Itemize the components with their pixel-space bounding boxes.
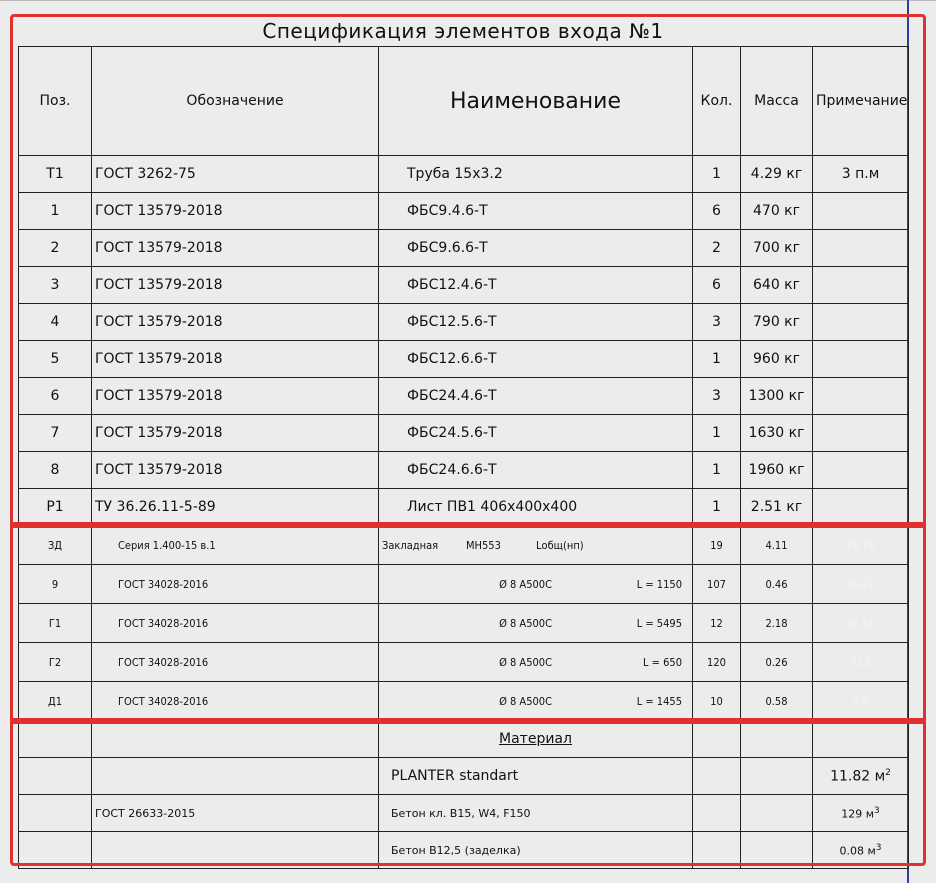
cell-name: ФБС9.6.6-Т [379,230,693,267]
specification-table [18,46,909,869]
cell-designation: ГОСТ 3262-75 [92,156,379,193]
cell-note: 11.82 $м^2$ [813,758,909,795]
name-part-length: L = 1455 [636,694,682,708]
cell-pos: ЗД [19,526,92,565]
cell-note: 3 п.м [813,156,909,193]
cell-pos: Г1 [19,604,92,643]
cell-pos: 1 [19,193,92,230]
cell-qty: 6 [693,267,741,304]
cell-mass: 960 кг [741,341,813,378]
cell-qty: 1 [693,452,741,489]
cell-mass: 0.58 [741,682,813,721]
cell-designation: ГОСТ 13579-2018 [92,230,379,267]
cell-pos: 4 [19,304,92,341]
cell-mass: 1630 кг [741,415,813,452]
name-part-type: Закладная [382,538,439,552]
cell-designation: ГОСТ 34028-2016 [92,643,379,682]
cell-qty: 3 [693,304,741,341]
cell-name: ФБС24.5.6-Т [379,415,693,452]
table-row [19,682,909,721]
cell-name: ФБС12.6.6-Т [379,341,693,378]
cell-pos: Т1 [19,156,92,193]
cell-name: ФБС12.5.6-Т [379,304,693,341]
name-part-diameter: Ø 8 А500С [499,616,552,630]
name-part-length: L = 650 [643,655,682,669]
frame-top-line [0,0,936,1]
table-row [19,565,909,604]
table-row [19,604,909,643]
name-part-mark: МН553 [466,538,501,552]
name-part-length: L = 5495 [636,616,682,630]
cell-qty: 120 [693,643,741,682]
cell-designation: ГОСТ 13579-2018 [92,267,379,304]
cell-mass: 2.18 [741,604,813,643]
table-row [19,758,909,795]
cell-designation: ГОСТ 13579-2018 [92,193,379,230]
cell-qty: 10 [693,682,741,721]
table-row [19,832,909,869]
cell-designation: Серия 1.400-15 в.1 [92,526,379,565]
cell-pos: 7 [19,415,92,452]
cell-note: 0.08 $м^3$ [813,832,909,869]
table-row [19,643,909,682]
header-designation: Обозначение [92,47,379,156]
cell-name: ФБС9.4.6-Т [379,193,693,230]
cell-note [813,489,909,526]
name-part-diameter: Ø 8 А500С [499,694,552,708]
name-part-length: L = 1150 [636,577,682,591]
cell-designation: ГОСТ 13579-2018 [92,341,379,378]
cell-name [379,565,693,604]
cell-qty: 1 [693,489,741,526]
table-row [19,267,909,304]
cell-pos: 5 [19,341,92,378]
table-row [19,526,909,565]
header-note: Примечание [813,47,909,156]
cell-pos: Д1 [19,682,92,721]
cell-designation [92,758,379,795]
cell-designation: ГОСТ 34028-2016 [92,604,379,643]
cell-pos: 8 [19,452,92,489]
cell-mass: 4.29 кг [741,156,813,193]
cell-designation: ТУ 36.26.11-5-89 [92,489,379,526]
cell-name: Труба 15х3.2 [379,156,693,193]
cell-note [813,378,909,415]
cell-note [813,341,909,378]
cell-pos: 3 [19,267,92,304]
cell-qty: 3 [693,378,741,415]
cell-pos: Р1 [19,489,92,526]
cell-name: Бетон кл. В15, W4, F150 [379,795,693,832]
cell-name [379,643,693,682]
cell-designation: ГОСТ 13579-2018 [92,304,379,341]
cell-mass: 0.26 [741,643,813,682]
cell-note: 26.16 [813,604,909,643]
cell-designation: ГОСТ 13579-2018 [92,452,379,489]
cell-mass: 4.11 [741,526,813,565]
cell-name: Бетон В12,5 (заделка) [379,832,693,869]
cell-qty: 12 [693,604,741,643]
cell-designation: ГОСТ 26633-2015 [92,795,379,832]
table-row [19,489,909,526]
cell-name: ФБС24.6.6-Т [379,452,693,489]
cell-qty: 1 [693,341,741,378]
cell-qty: 1 [693,415,741,452]
header-mass: Масса [741,47,813,156]
cell-designation: ГОСТ 34028-2016 [92,682,379,721]
cell-note: 129 $м^3$ [813,795,909,832]
cell-mass: 0.46 [741,565,813,604]
table-row [19,193,909,230]
cell-note [813,415,909,452]
cell-note: 31.2 [813,643,909,682]
cell-note: 49.22 [813,565,909,604]
cell-name: Лист ПВ1 406х400х400 [379,489,693,526]
cell-qty: 1 [693,156,741,193]
table-row [19,378,909,415]
cell-mass: 790 кг [741,304,813,341]
cell-note [813,230,909,267]
name-part-diameter: Ø 8 А500С [499,577,552,591]
cell-mass: 1300 кг [741,378,813,415]
cell-note: 5.8 [813,682,909,721]
material-heading-row [19,721,909,758]
cell-mass: 2.51 кг [741,489,813,526]
cell-mass: 1960 кг [741,452,813,489]
cell-name: PLANTER standart [379,758,693,795]
table-row [19,230,909,267]
cell-name: ФБС12.4.6-Т [379,267,693,304]
cell-name [379,604,693,643]
name-part-length: Lобщ(нп) [536,538,584,552]
cell-note [813,452,909,489]
cell-note: 79.78 [813,526,909,565]
cell-name [379,526,693,565]
table-row [19,341,909,378]
table-row [19,795,909,832]
cell-designation: ГОСТ 13579-2018 [92,378,379,415]
spec-title: Спецификация элементов входа №1 [18,16,908,47]
cell-name [379,682,693,721]
table-row [19,304,909,341]
header-row [19,47,909,156]
cell-qty: 19 [693,526,741,565]
cell-mass: 640 кг [741,267,813,304]
cell-pos: 9 [19,565,92,604]
header-pos: Поз. [19,47,92,156]
header-name: Наименование [379,47,693,156]
cell-pos: 6 [19,378,92,415]
cell-note [813,193,909,230]
cell-pos: 2 [19,230,92,267]
cell-designation: ГОСТ 34028-2016 [92,565,379,604]
cell-designation: ГОСТ 13579-2018 [92,415,379,452]
table-row [19,452,909,489]
header-qty: Кол. [693,47,741,156]
cell-designation [92,832,379,869]
table-row [19,415,909,452]
cell-mass: 470 кг [741,193,813,230]
cell-note [813,267,909,304]
material-heading: Материал [499,731,572,747]
cell-qty: 6 [693,193,741,230]
cell-note [813,304,909,341]
name-part-diameter: Ø 8 А500С [499,655,552,669]
cell-mass: 700 кг [741,230,813,267]
cell-name: ФБС24.4.6-Т [379,378,693,415]
table-row [19,156,909,193]
cell-pos: Г2 [19,643,92,682]
cell-qty: 107 [693,565,741,604]
cell-qty: 2 [693,230,741,267]
